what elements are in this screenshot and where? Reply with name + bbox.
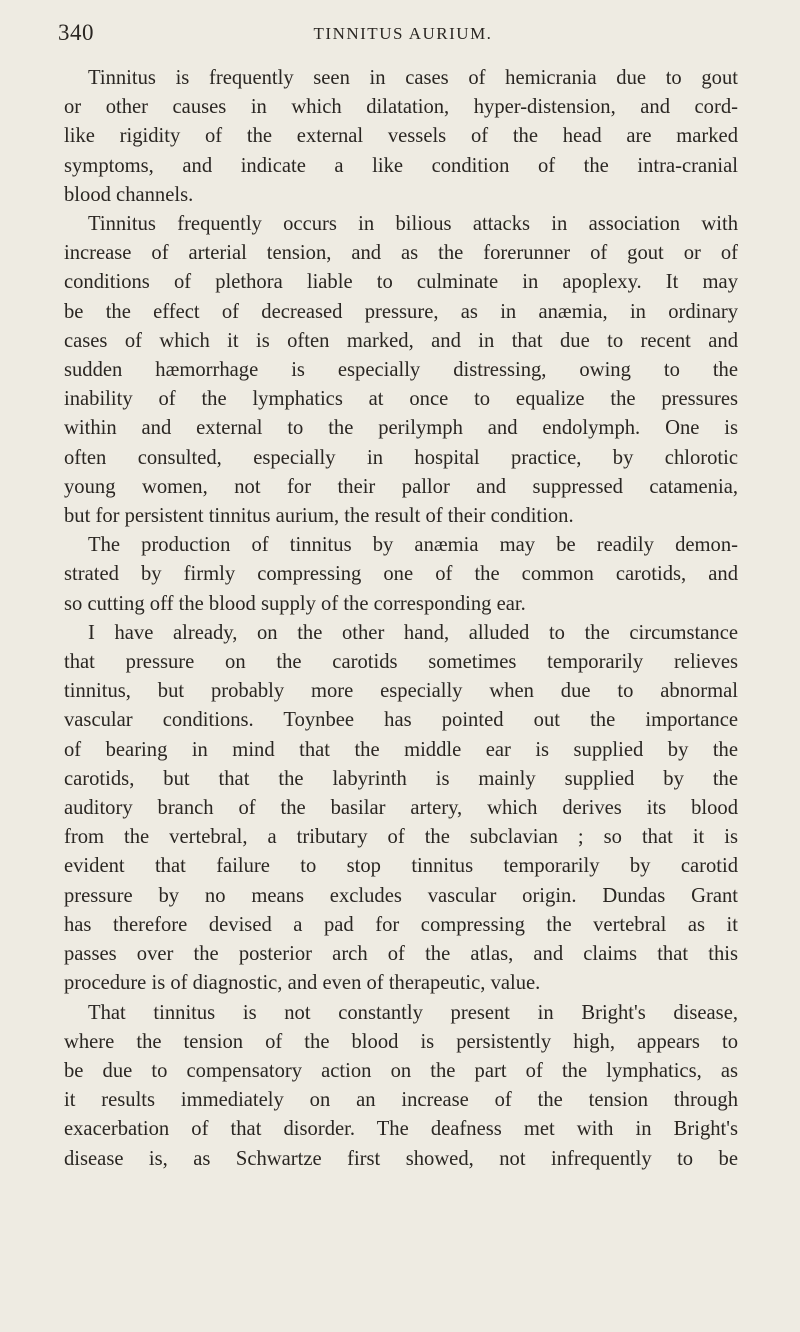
text-line: be the effect of decreased pressure, as in anæmia, in ordinary [64,300,738,323]
text-line: often consulted, especially in hospital practice, by chlorotic [64,446,738,469]
text-line: within and external to the perilymph and endolymph. One is [64,417,738,440]
text-line: be due to compensatory action on the part of the lymphatics, as [64,1059,738,1082]
text-line: so cutting off the blood supply of the corresponding ear. [64,592,526,615]
text-line: carotids, but that the labyrinth is mainly supplied by the [64,767,738,790]
text-line: procedure is of diagnostic, and even of therapeutic, value. [64,972,541,995]
text-line: like rigidity of the external vessels of the head are marked [64,125,738,148]
running-title: TINNITUS AURIUM. [313,24,493,43]
text-line: I have already, on the other hand, alluded to the circumstance [88,621,738,644]
text-line: pressure by no means excludes vascular origin. Dundas Grant [64,884,738,907]
text-line: but for persistent tinnitus aurium, the result of their condition. [64,505,574,528]
text-line: Tinnitus frequently occurs in bilious attacks in association with [88,213,738,236]
text-line: That tinnitus is not constantly present in Bright's disease, [88,1001,738,1024]
text-line: The production of tinnitus by anæmia may be readily demon- [88,534,738,557]
text-line: tinnitus, but probably more especially when due to abnormal [64,680,738,703]
text-line: conditions of plethora liable to culminate in apoplexy. It may [64,271,738,294]
text-line: of bearing in mind that the middle ear is supplied by the [64,738,738,761]
text-line: Tinnitus is frequently seen in cases of hemicrania due to gout [88,67,738,89]
text-line: symptoms, and indicate a like condition of the intra-cranial [64,154,738,177]
text-line: sudden hæmorrhage is especially distressing, owing to the [64,359,738,382]
text-line: cases of which it is often marked, and in that due to recent and [64,329,738,352]
text-line: has therefore devised a pad for compressing the vertebral as it [64,913,738,936]
text-line: increase of arterial tension, and as the forerunner of gout or of [64,242,738,265]
body-text [64,64,738,1174]
text-line: or other causes in which dilatation, hyper-distension, and cord- [64,96,738,119]
text-line: strated by firmly compressing one of the common carotids, and [64,563,738,586]
text-line: young women, not for their pallor and suppressed catamenia, [64,475,738,498]
text-line: exacerbation of that disorder. The deafness met with in Bright's [64,1118,738,1141]
text-line: auditory branch of the basilar artery, which derives its blood [64,797,738,820]
text-line: passes over the posterior arch of the atlas, and claims that this [64,943,738,966]
text-line: that pressure on the carotids sometimes temporarily relieves [64,651,738,674]
text-line: it results immediately on an increase of the tension through [64,1089,738,1112]
text-line: blood channels. [64,183,194,206]
text-line: vascular conditions. Toynbee has pointed out the importance [64,709,738,732]
text-line: where the tension of the blood is persistently high, appears to [64,1030,738,1053]
text-line: inability of the lymphatics at once to equalize the pressures [64,388,738,411]
text-line: from the vertebral, a tributary of the subclavian ; so that it is [64,826,738,849]
page-header [58,20,748,50]
page-number: 340 [58,20,94,45]
text-line: disease is, as Schwartze first showed, not infrequently to be [64,1147,738,1170]
text-line: evident that failure to stop tinnitus temporarily by carotid [64,855,738,878]
